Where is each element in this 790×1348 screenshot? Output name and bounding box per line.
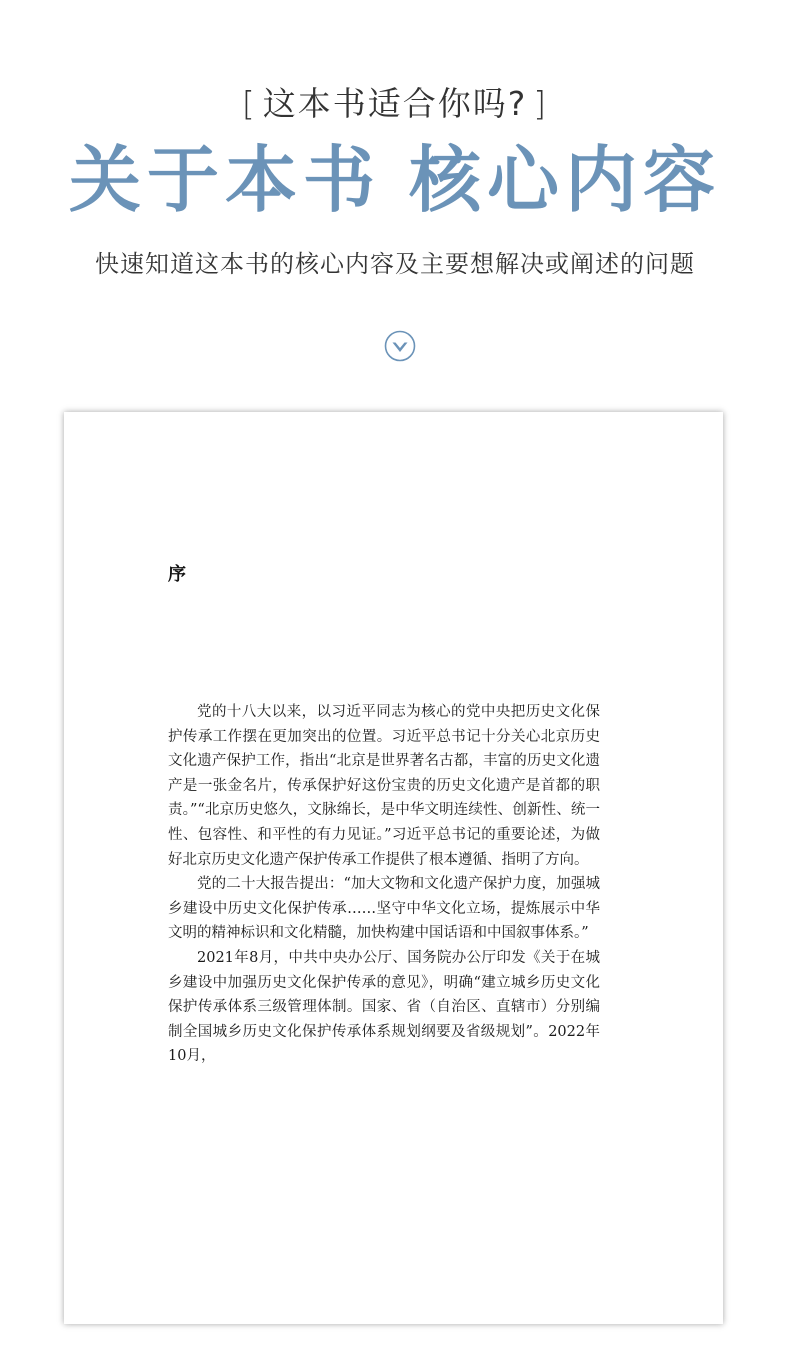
header-section [0,0,790,400]
document-paragraph: 2021年8月，中共中央办公厅、国务院办公厅印发《关于在城乡建设中加强历史文化保护传承的意见》，明确“建立城乡历史文化保护传承体系三级管理体制。国家、省（自治区、直辖市）分别编制全国城乡历史文化保护传承体系规划纲要及省级规划”。2022年10月， [168,949,600,1065]
question-line [0,78,790,125]
document-paragraph: 党的十八大以来，以习近平同志为核心的党中央把历史文化保护传承工作摆在更加突出的位置。习近平总书记十分关心北京历史文化遗产保护工作，指出“北京是世界著名古都，丰富的历史文化遗产是一张金名片，传承保护好这份宝贵的历史文化遗产是首都的职责。”“北京历史悠久，文脉绵长，是中华文明连续性、创新性、统一性、包容性、和平性的有力见证。”习近平总书记的重要论述，为做好北京历史文化遗产保护传承工作提供了根本遵循、指明了方向。 [168,704,600,868]
document-page [64,412,723,1324]
bracket-close: ] [533,84,549,123]
document-paragraph: 党的二十大报告提出：“加大文物和文化遗产保护力度，加强城乡建设中历史文化保护传承……坚守中华文化立场，提炼展示中华文明的精神标识和文化精髓，加快构建中国话语和中国叙事体系。” [168,876,600,942]
document-body [168,700,600,1069]
bracket-open: [ [241,84,257,123]
main-title-part2: 核心内容 [409,137,722,222]
main-title [0,137,790,222]
main-title-part1: 关于本书 [68,137,381,222]
subtitle: 快速知道这本书的核心内容及主要想解决或阐述的问题 [95,250,695,278]
chevron-down-circle-icon[interactable] [384,330,416,362]
document-heading: 序 [168,564,186,585]
question-text: 这本书适合你吗? [262,84,528,123]
